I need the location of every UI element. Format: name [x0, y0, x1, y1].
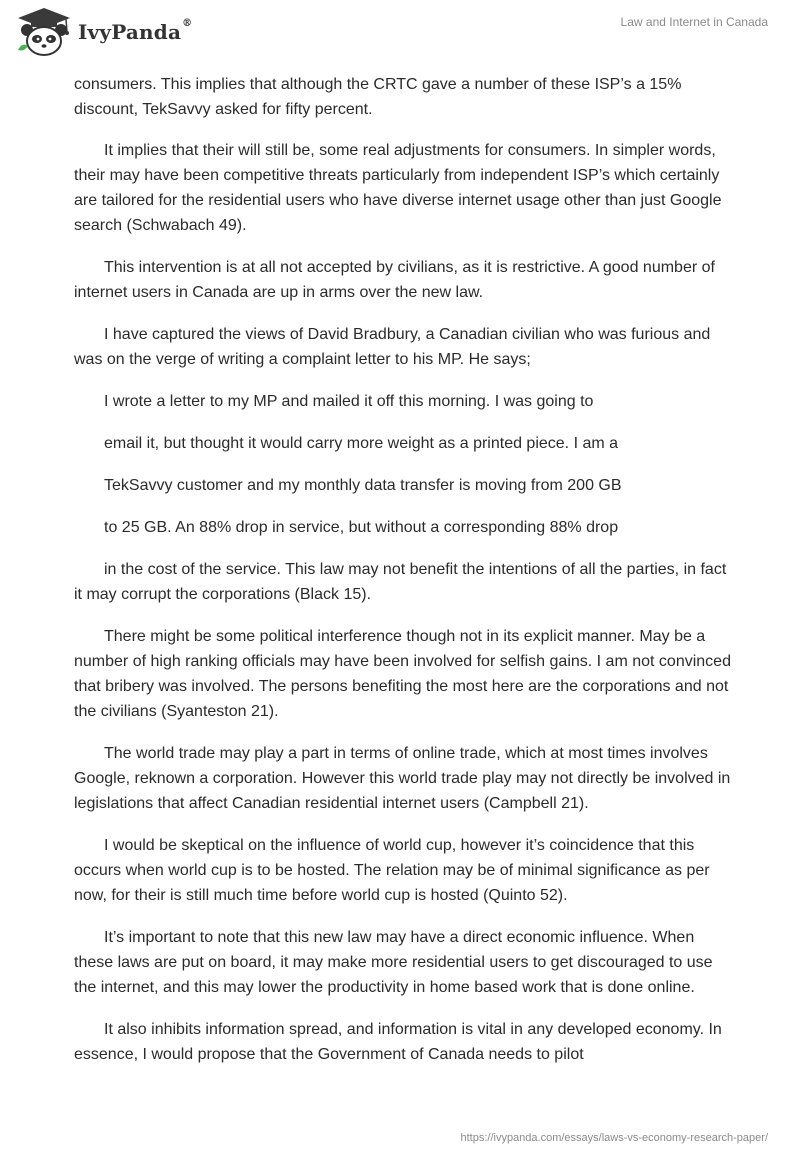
- quote-line: I wrote a letter to my MP and mailed it off this morning. I was going to: [104, 393, 594, 410]
- paragraph: It also inhibits information spread, and information is vital in any developed economy. In essence, I would propose that the Government of Canada needs to pilot: [74, 1021, 722, 1063]
- paragraph: It’s important to note that this new law may have a direct economic influence. When these laws are put on board, it may make more residential users to get discouraged to use the internet, and this may lower the productivity in home based work that is done online.: [74, 929, 713, 996]
- brand-name: IvyPanda®: [78, 18, 193, 44]
- paragraph-continued: consumers. This implies that although the CRTC gave a number of these ISP’s a 15% discount, TekSavvy asked for fifty percent.: [74, 76, 682, 118]
- paragraph: in the cost of the service. This law may not benefit the intentions of all the parties, in fact it may corrupt the corporations (Black 15).: [74, 561, 727, 603]
- paragraph: It implies that their will still be, some real adjustments for consumers. In simpler words, their may have been competitive threats particularly from independent ISP’s which certainly are tailored for the residential users who have diverse internet usage other than just Google search (Schwabach 49).: [74, 142, 722, 234]
- paragraph: I have captured the views of David Bradbury, a Canadian civilian who was furious and was on the verge of writing a complaint letter to his MP. He says;: [74, 326, 711, 368]
- ivypanda-logo[interactable]: [14, 6, 192, 58]
- document-title: Law and Internet in Canada: [620, 15, 768, 29]
- quote-line: to 25 GB. An 88% drop in service, but without a corresponding 88% drop: [104, 519, 619, 536]
- quote-line: email it, but thought it would carry more weight as a printed piece. I am a: [104, 435, 619, 452]
- essay-body: [74, 72, 734, 1084]
- paragraph: This intervention is at all not accepted by civilians, as it is restrictive. A good number of internet users in Canada are up in arms over the new law.: [74, 259, 715, 301]
- paragraph: There might be some political interference though not in its explicit manner. May be a number of high ranking officials may have been involved for selfish gains. I am not convinced that bribery was involved. The persons benefiting the most here are the corporations and not the civilians (Syanteston 21).: [74, 628, 731, 720]
- paragraph: The world trade may play a part in terms of online trade, which at most times involves Google, reknown a corporation. However this world trade play may not directly be involved in legislations that affect Canadian residential internet users (Campbell 21).: [74, 745, 731, 812]
- quote-line: TekSavvy customer and my monthly data transfer is moving from 200 GB: [104, 477, 622, 494]
- source-url[interactable]: https://ivypanda.com/essays/laws-vs-economy-research-paper/: [460, 1132, 768, 1144]
- page-header: [0, 0, 800, 70]
- panda-graduate-icon: [14, 6, 74, 58]
- paragraph: I would be skeptical on the influence of world cup, however it’s coincidence that this occurs when world cup is to be hosted. The relation may be of minimal significance as per now, for their is still much time before world cup is hosted (Quinto 52).: [74, 837, 710, 904]
